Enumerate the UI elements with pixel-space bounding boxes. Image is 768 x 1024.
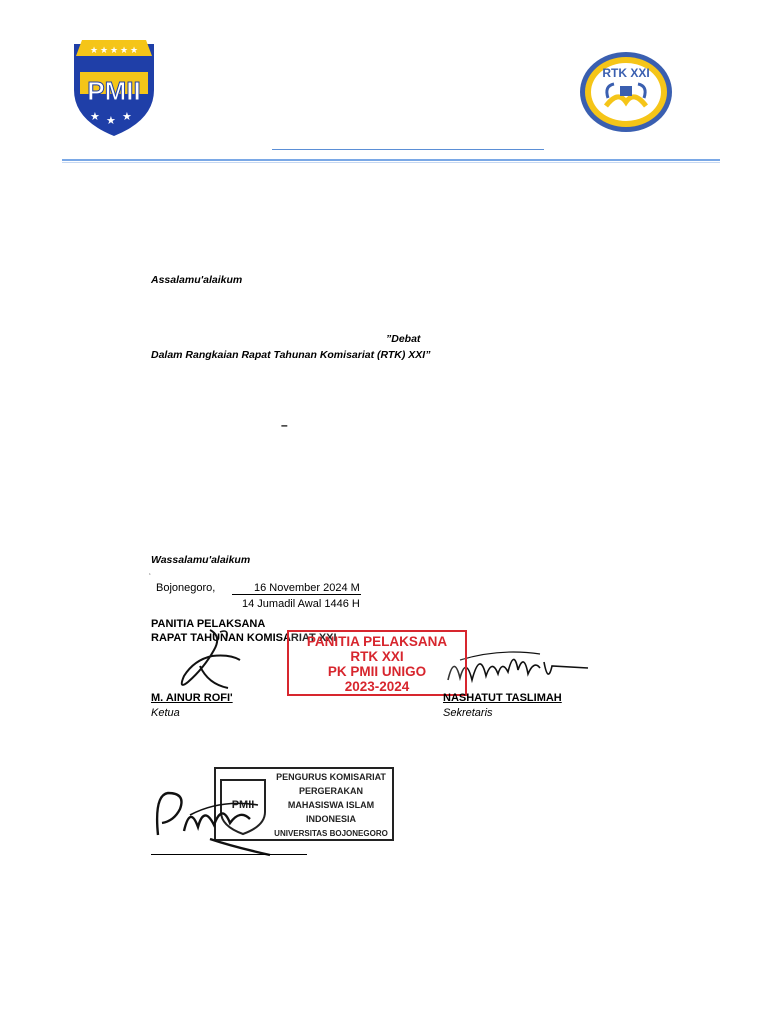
svg-text:UNIVERSITAS BOJONEGORO: UNIVERSITAS BOJONEGORO [274, 829, 388, 838]
chair-role: Ketua [151, 707, 180, 719]
signature-line [151, 854, 307, 855]
svg-text:★: ★ [106, 114, 116, 127]
stray-mark: ‘ [149, 572, 151, 581]
stamp-line: PK PMII UNIGO [327, 664, 427, 679]
svg-text:★: ★ [110, 46, 119, 56]
pmii-logo-text: PMII [87, 76, 141, 106]
committee-title: PANITIA PELAKSANA [151, 618, 266, 630]
svg-text:★: ★ [120, 46, 129, 56]
chair-signature-bottom [150, 775, 300, 860]
chair-signature [170, 626, 250, 696]
svg-text:★: ★ [130, 46, 139, 56]
closing-greeting: Wassalamu'alaikum [151, 554, 251, 566]
event-title-fragment: ”Debat [386, 333, 421, 345]
secretary-name: NASHATUT TASLIMAH [443, 692, 562, 704]
date-gregorian-text: 16 November 2024 M [254, 582, 360, 594]
header-rule [62, 159, 720, 161]
svg-text:★: ★ [90, 46, 99, 56]
rtk-xxi-circle-logo [578, 50, 674, 134]
dash-mark: – [281, 418, 288, 432]
svg-text:★: ★ [122, 110, 132, 123]
event-title-line: Dalam Rangkaian Rapat Tahunan Komisariat (RTK) XXI” [151, 349, 431, 361]
date-hijri: 14 Jumadil Awal 1446 H [242, 598, 360, 610]
committee-stamp [287, 630, 467, 696]
svg-text:PERGERAKAN: PERGERAKAN [298, 786, 364, 796]
pmii-shield-logo [68, 38, 160, 138]
header-rule-shadow [62, 162, 720, 163]
svg-text:★: ★ [100, 46, 109, 56]
committee-subtitle: RAPAT TAHUNAN KOMISARIAT XXI [151, 632, 337, 644]
place: Bojonegoro, [156, 582, 216, 594]
greeting: Assalamu'alaikum [151, 274, 243, 286]
svg-text:INDONESIA: INDONESIA [305, 814, 357, 824]
secretary-role: Sekretaris [443, 707, 493, 719]
date-gregorian [232, 582, 361, 595]
svg-text:MAHASISWA ISLAM: MAHASISWA ISLAM [287, 800, 375, 810]
chair-name: M. AINUR ROFI' [151, 692, 233, 704]
stamp-line: PANITIA PELAKSANA [306, 634, 448, 649]
svg-text:PMII: PMII [231, 799, 255, 811]
stamp-line: 2023-2024 [344, 679, 410, 694]
header-rule-short [272, 149, 544, 150]
svg-text:PENGURUS KOMISARIAT: PENGURUS KOMISARIAT [276, 772, 386, 782]
svg-text:★: ★ [90, 110, 100, 123]
rtk-logo-text: RTK XXI [602, 66, 650, 80]
stamp-line: RTK XXI [350, 649, 404, 664]
